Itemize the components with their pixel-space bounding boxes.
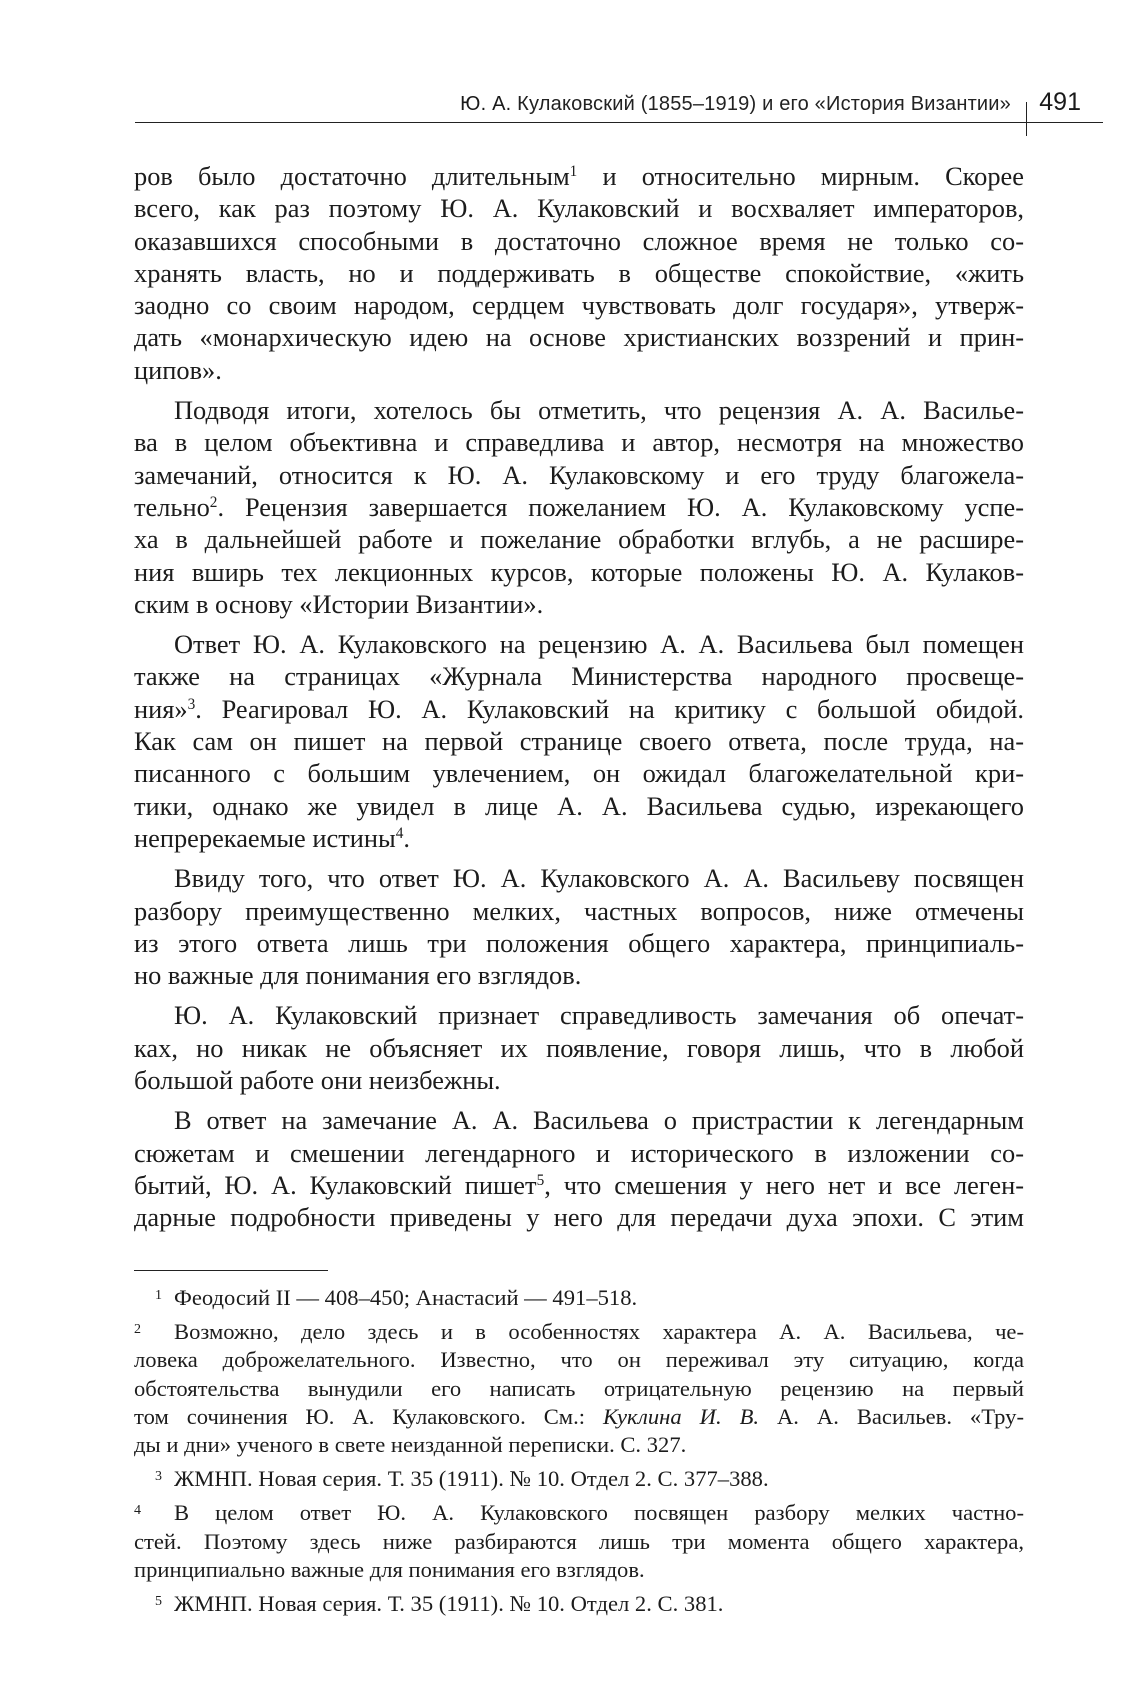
header-title <box>460 93 1011 116</box>
text-line: Подводя итоги, хотелось бы отметить, что рецензия А. А. Василье- <box>174 395 1024 426</box>
footnote-line: ды и дни» ученого в свете неизданной переписки. С. 327. <box>134 1432 687 1458</box>
footnote-rule <box>134 1270 328 1271</box>
footnote-line: обстоятельства вынудили его написать отрицательную рецензию на первый <box>134 1375 1024 1401</box>
footnote-line: 5 ЖМНП. Новая серия. Т. 35 (1911). № 10. Отдел 2. С. 381. <box>134 1588 1024 1618</box>
footnote <box>134 1497 1024 1584</box>
text-line: оказавшихся способными в достаточно сложное время не только со- <box>134 225 1024 256</box>
text-line: тельно$^2$. Рецензия завершается пожеланием Ю. А. Кулаковскому успе- <box>134 491 1024 522</box>
text-line: всего, как раз поэтому Ю. А. Кулаковский и восхваляет императоров, <box>134 193 1024 224</box>
paragraph <box>134 999 1024 1096</box>
footnotes <box>134 1282 1024 1618</box>
footnote-line: 4 В целом ответ Ю. А. Кулаковского посвящен разбору мелких частно- <box>134 1497 1024 1527</box>
footnote-ref: 2 <box>209 493 218 511</box>
main-text <box>134 160 1024 1234</box>
text-line: тики, однако же увидел в лице А. А. Васильева судью, изрекающего <box>134 790 1024 821</box>
footnote-number: 5 <box>155 1594 162 1610</box>
text-line: также на страницах «Журнала Министерства народного просвеще- <box>134 661 1024 692</box>
footnote <box>134 1463 1024 1493</box>
footnote-ref: 4 <box>395 824 404 842</box>
italic-author-name: Куклина И. В. <box>602 1403 760 1429</box>
text-line: большой работе они неизбежны. <box>134 1065 501 1096</box>
text-line: сюжетам и смешении легендарного и исторического в изложении со- <box>134 1137 1024 1168</box>
paragraph <box>134 862 1024 991</box>
text-line: ха в дальнейшей работе и пожелание обработки вглубь, а не расшире- <box>134 524 1024 555</box>
footnote-number: 2 <box>134 1322 141 1338</box>
paragraph <box>134 1104 1024 1233</box>
text-line: Ввиду того, что ответ Ю. А. Кулаковского А. А. Васильеву посвящен <box>174 863 1024 894</box>
running-header <box>135 88 1103 128</box>
text-line: хранять власть, но и поддерживать в обществе спокойствие, «жить <box>134 257 1024 288</box>
text-line: бытий, Ю. А. Кулаковский пишет$^5$, что смешения у него нет и все леген- <box>134 1169 1024 1200</box>
footnote-line: ловека доброжелательного. Известно, что он переживал эту ситуацию, когда <box>134 1347 1024 1373</box>
footnote-ref: 1 <box>569 162 578 180</box>
text-line: дать «монархическую идею на основе христианских воззрений и прин- <box>134 322 1024 353</box>
page-number: 491 <box>1039 88 1081 116</box>
header-rule <box>135 122 1103 123</box>
footnote <box>134 1588 1024 1618</box>
footnote-number: 1 <box>155 1288 162 1303</box>
footnote-line: 1 Феодосий II — 408–450; Анастасий — 491–518. <box>134 1282 1024 1312</box>
text-line: непререкаемые истины$^4$. <box>134 822 410 853</box>
text-line: разбору преимущественно мелких, частных вопросов, ниже отмечены <box>134 895 1024 926</box>
text-line: В ответ на замечание А. А. Васильева о пристрастии к легендарным <box>174 1105 1024 1136</box>
text-line: ским в основу «Истории Византии». <box>134 588 544 619</box>
footnote-line: 2 Возможно, дело здесь и в особенностях характера А. А. Васильева, че- <box>134 1316 1024 1346</box>
text-line: Ю. А. Кулаковский признает справедливость замечания об опечат- <box>174 1000 1024 1031</box>
text-line: ва в целом объективна и справедлива и автор, несмотря на множество <box>134 427 1024 458</box>
text-line: ния»$^3$. Реагировал Ю. А. Кулаковский на критику с большой обидой. <box>134 693 1024 724</box>
paragraph <box>134 160 1024 386</box>
text-line: ципов». <box>134 354 222 385</box>
footnote-number: 3 <box>155 1469 162 1485</box>
footnote-ref: 5 <box>536 1171 545 1189</box>
text-line: ния вширь тех лекционных курсов, которые положены Ю. А. Кулаков- <box>134 556 1024 587</box>
footnote-line: 3 ЖМНП. Новая серия. Т. 35 (1911). № 10. Отдел 2. С. 377–388. <box>134 1463 1024 1493</box>
paragraph <box>134 394 1024 620</box>
text-line: но важные для понимания его взглядов. <box>134 960 582 991</box>
footnote <box>134 1282 1024 1312</box>
text-line: замечаний, относится к Ю. А. Кулаковскому и его труду благожела- <box>134 459 1024 490</box>
text-line: ках, но никак не объясняет их появление, говоря лишь, что в любой <box>134 1032 1024 1063</box>
text-line: ров было достаточно длительным$^1$ и относительно мирным. Скорее <box>134 161 1024 191</box>
header-separator <box>1026 102 1027 136</box>
footnote-line: стей. Поэтому здесь ниже разбираются лишь три момента общего характера, <box>134 1528 1024 1554</box>
footnote-ref: 3 <box>187 695 196 713</box>
footnote-line: принципиально важные для понимания его взглядов. <box>134 1556 645 1582</box>
footnote-number: 4 <box>134 1503 141 1519</box>
header-author: Ю. А. <box>460 93 512 115</box>
paragraph <box>134 628 1024 854</box>
header-title-text: Кулаковский (1855–1919) и его «История Византии» <box>517 93 1011 115</box>
footnote-line: том сочинения Ю. А. Кулаковского. См.: Куклина И. В. А. А. Васильев. «Тру- <box>134 1403 1024 1429</box>
footnote <box>134 1316 1024 1459</box>
text-line: Как сам он пишет на первой странице своего ответа, после труда, на- <box>134 726 1024 757</box>
text-line: писанного с большим увлечением, он ожидал благожелательной кри- <box>134 758 1024 789</box>
text-line: Ответ Ю. А. Кулаковского на рецензию А. А. Васильева был помещен <box>174 629 1024 660</box>
text-line: заодно со своим народом, сердцем чувствовать долг государя», утверж- <box>134 290 1024 321</box>
text-line: дарные подробности приведены у него для передачи духа эпохи. С этим <box>134 1202 1024 1233</box>
text-line: из этого ответа лишь три положения общего характера, принципиаль- <box>134 927 1024 958</box>
